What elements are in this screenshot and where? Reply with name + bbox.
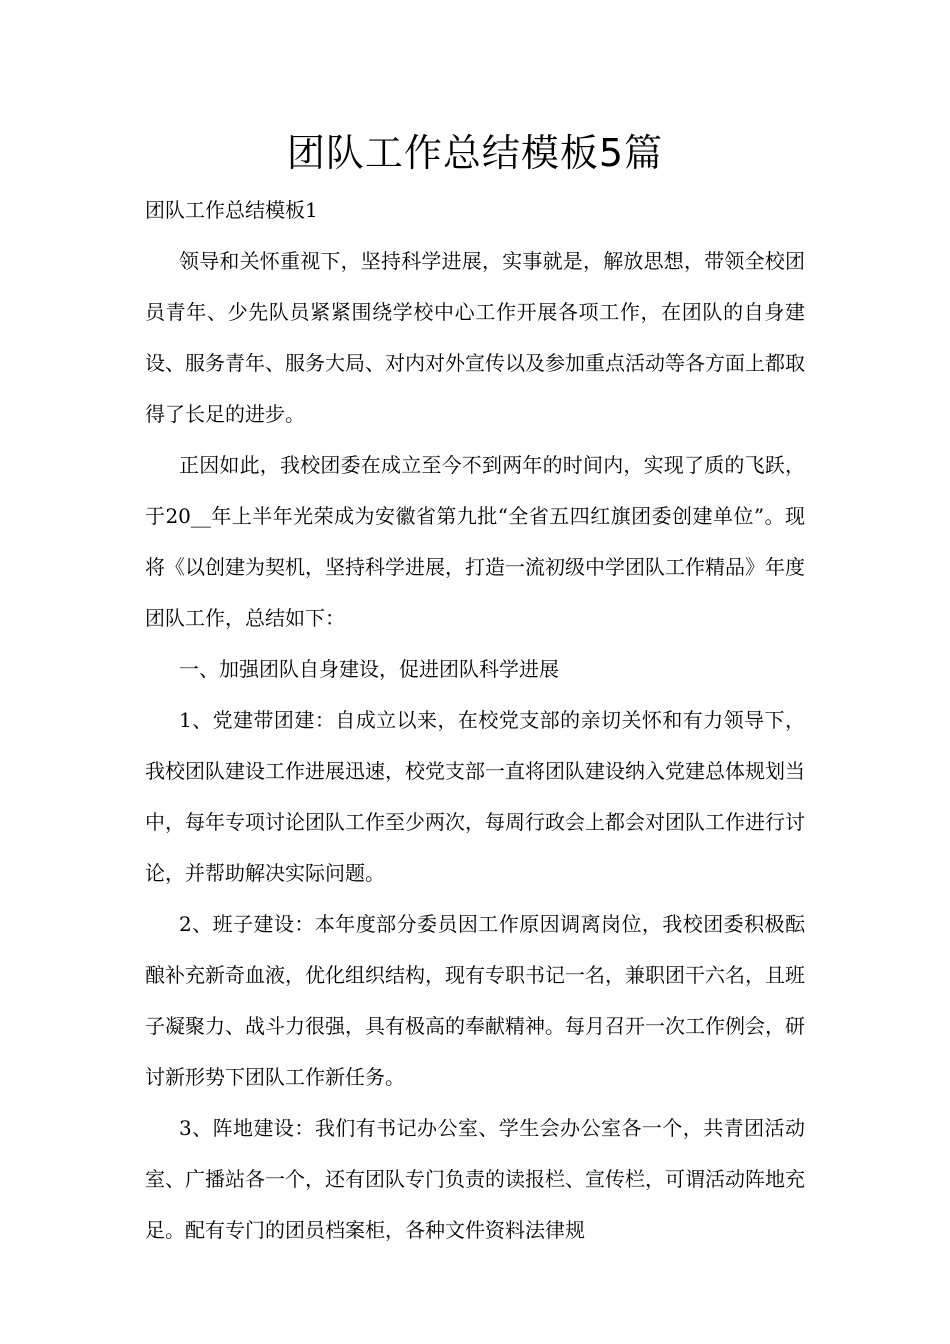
section-heading: 一、加强团队自身建设，促进团队科学进展 [179,657,559,681]
document-title: 团队工作总结模板5篇 [286,131,664,175]
document-body [145,185,805,1256]
section-subheading: 团队工作总结模板1 [145,198,318,222]
paragraph: 正因如此，我校团委在成立至今不到两年的时间内，实现了质的飞跃，于20__年上半年光荣成为安徽省第九批“全省五四红旗团委创建单位”。现将《以创建为契机，坚持科学进展，打造一流初级中学团队工作精品》年度团队工作，总结如下： [145,453,805,630]
paragraph: 1、党建带团建：自成立以来，在校党支部的亲切关怀和有力领导下，我校团队建设工作进展迅速，校党支部一直将团队建设纳入党建总体规划当中，每年专项讨论团队工作至少两次，每周行政会上都会对团队工作进行讨论，并帮助解决实际问题。 [145,708,805,885]
paragraph: 领导和关怀重视下，坚持科学进展，实事就是，解放思想，带领全校团员青年、少先队员紧紧围绕学校中心工作开展各项工作，在团队的自身建设、服务青年、服务大局、对内对外宣传以及参加重点活动等各方面上都取得了长足的进步。 [145,249,805,426]
paragraph: 2、班子建设：本年度部分委员因工作原因调离岗位，我校团委积极酝酿补充新奇血液，优化组织结构，现有专职书记一名，兼职团干六名，且班子凝聚力、战斗力很强，具有极高的奉献精神。每月召开一次工作例会，研讨新形势下团队工作新任务。 [145,912,805,1089]
paragraph: 3、阵地建设：我们有书记办公室、学生会办公室各一个，共青团活动室、广播站各一个，还有团队专门负责的读报栏、宣传栏，可谓活动阵地充足。配有专门的团员档案柜，各种文件资料法律规 [145,1116,805,1242]
